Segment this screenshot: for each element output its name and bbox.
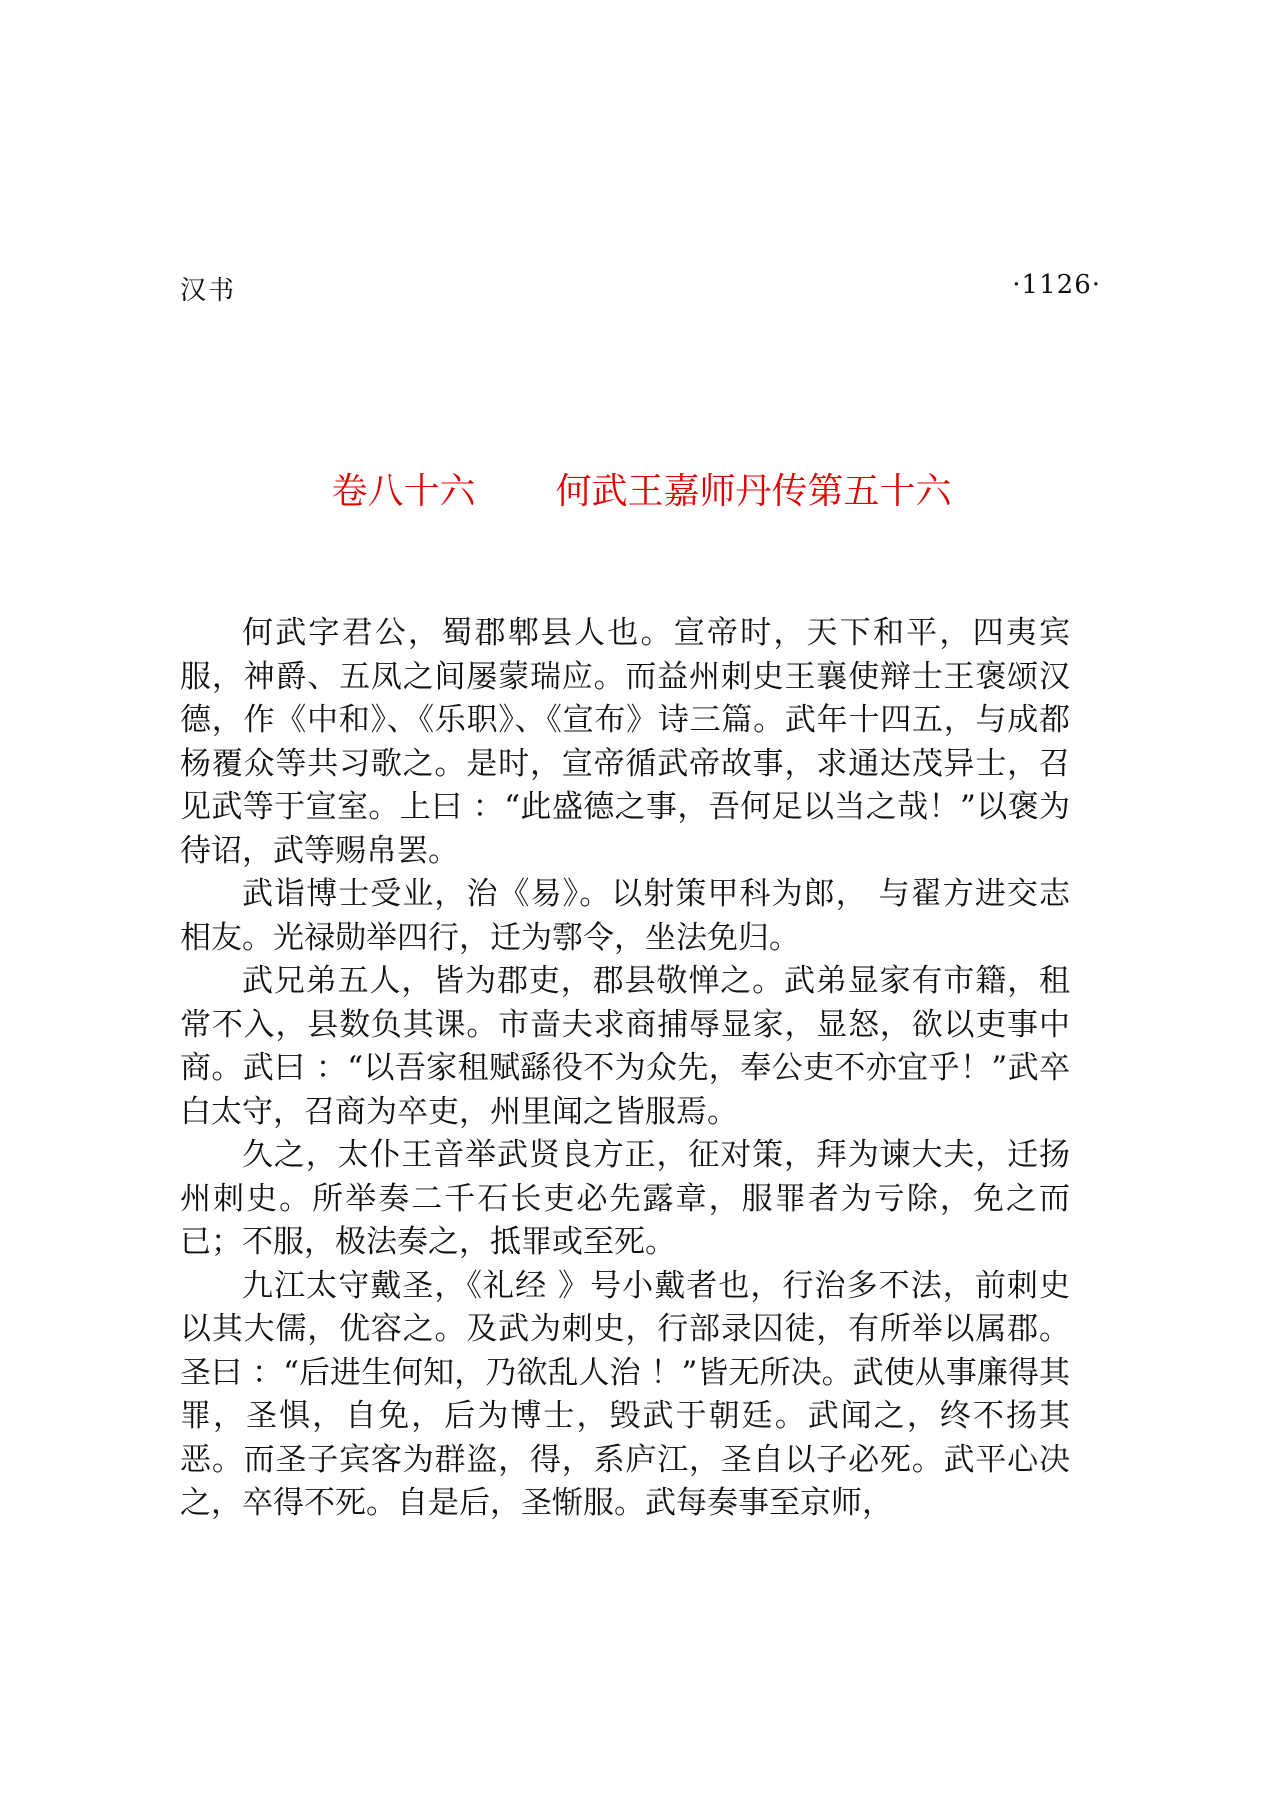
chapter-name: 何武王嘉师丹传第五十六 (555, 471, 952, 512)
paragraph: 九江太守戴圣，《礼经 》号小戴者也，行治多不法，前刺史以其大儒，优容之。及武为刺史，行部录囚徒，有所举以属郡。圣曰 ：“后进生何知，乃欲乱人治 ！”皆无所决。武使从事廉得其罪，圣惧，自免，后为博士，毁武于朝廷。武闻之，终不扬其恶。而圣子宾客为群盗，得，系庐江，圣自以子必死。武平心决之，卒得不死。自是后，圣惭服。武每奏事至京师， (180, 1267, 1070, 1521)
paragraph: 久之，太仆王音举武贤良方正，征对策，拜为谏大夫，迁扬州刺史。所举奏二千石长吏必先露章，服罪者为亏除，免之而已；不服，极法奏之，抵罪或至死。 (180, 1137, 1070, 1260)
chapter-title (0, 463, 1283, 514)
paragraph: 何武字君公，蜀郡郫县人也。宣帝时，天下和平，四夷宾服，神爵、五凤之间屡蒙瑞应。而益州刺史王襄使辩士王褒颂汉德，作《中和》、《乐职》、《宣布》诗三篇。武年十四五，与成都杨覆众等共习歌之。是时，宣帝循武帝故事，求通达茂异士，召见武等于宣室。上曰 ：“此盛德之事，吾何足以当之哉！”以褒为待诏，武等赐帛罢。 (180, 615, 1070, 869)
paragraph: 武诣博士受业，治《易》。以射策甲科为郎， 与翟方进交志相友。光禄勋举四行，迁为鄠令，坐法免归。 (180, 876, 1070, 956)
body-text (180, 612, 1070, 1526)
chapter-volume: 卷八十六 (331, 471, 476, 512)
book-name: 汉书 (180, 276, 237, 306)
running-header (180, 270, 1101, 310)
page-number: ·1126· (1012, 270, 1101, 300)
paragraph: 武兄弟五人，皆为郡吏，郡县敬惮之。武弟显家有市籍，租常不入，县数负其课。市啬夫求商捕辱显家，显怒，欲以吏事中商。武曰 ：“以吾家租赋繇役不为众先，奉公吏不亦宜乎！”武卒白太守，召商为卒吏，州里闻之皆服焉。 (180, 963, 1070, 1130)
